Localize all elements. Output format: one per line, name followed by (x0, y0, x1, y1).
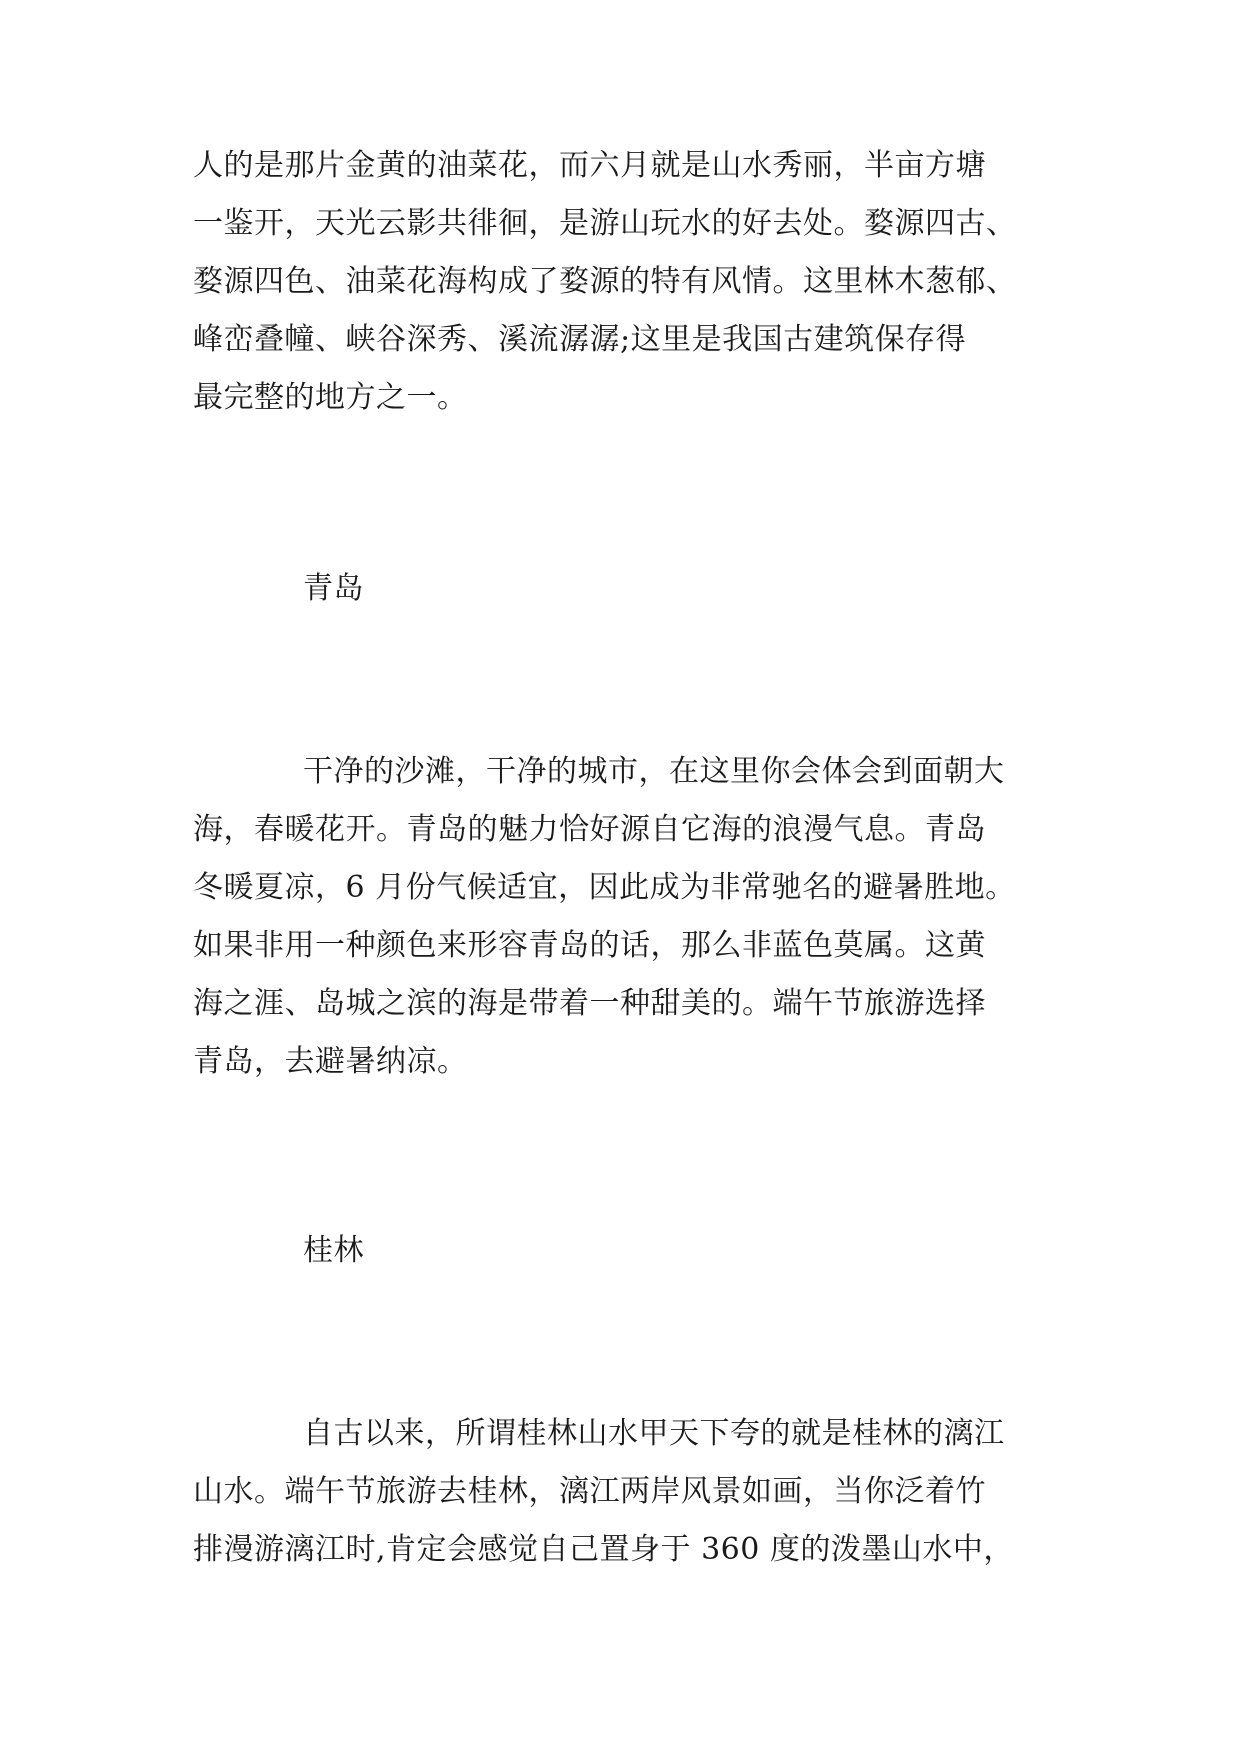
paragraph-line: 排漫游漓江时,肯定会感觉自己置身于 360 度的泼墨山水中， (193, 1532, 1014, 1567)
paragraph-line: 一鉴开，天光云影共徘徊，是游山玩水的好去处。婺源四古、 (193, 206, 1017, 241)
paragraph-line: 婺源四色、油菜花海构成了婺源的特有风情。这里林木葱郁、 (193, 264, 1017, 299)
paragraph-line: 海之涯、岛城之滨的海是带着一种甜美的。端午节旅游选择 (193, 986, 986, 1021)
paragraph-line: 冬暖夏凉，6 月份气候适宜，因此成为非常驰名的避暑胜地。 (193, 870, 1016, 905)
paragraph-line: 最完整的地方之一。 (193, 380, 468, 415)
paragraph-line: 青岛，去避暑纳凉。 (193, 1044, 468, 1079)
section-heading-qingdao: 青岛 (303, 571, 364, 606)
paragraph-line: 山水。端午节旅游去桂林，漓江两岸风景如画，当你泛着竹 (193, 1474, 986, 1509)
paragraph-line: 如果非用一种颜色来形容青岛的话，那么非蓝色莫属。这黄 (193, 928, 986, 963)
paragraph-line: 人的是那片金黄的油菜花，而六月就是山水秀丽，半亩方塘 (193, 148, 986, 183)
section-heading-guilin: 桂林 (303, 1233, 364, 1268)
paragraph-line: 干净的沙滩，干净的城市，在这里你会体会到面朝大 (303, 754, 1005, 789)
paragraph-line: 自古以来，所谓桂林山水甲天下夸的就是桂林的漓江 (303, 1416, 1005, 1451)
paragraph-line: 海，春暖花开。青岛的魅力恰好源自它海的浪漫气息。青岛 (193, 812, 986, 847)
paragraph-line: 峰峦叠幢、峡谷深秀、溪流潺潺;这里是我国古建筑保存得 (193, 322, 967, 357)
